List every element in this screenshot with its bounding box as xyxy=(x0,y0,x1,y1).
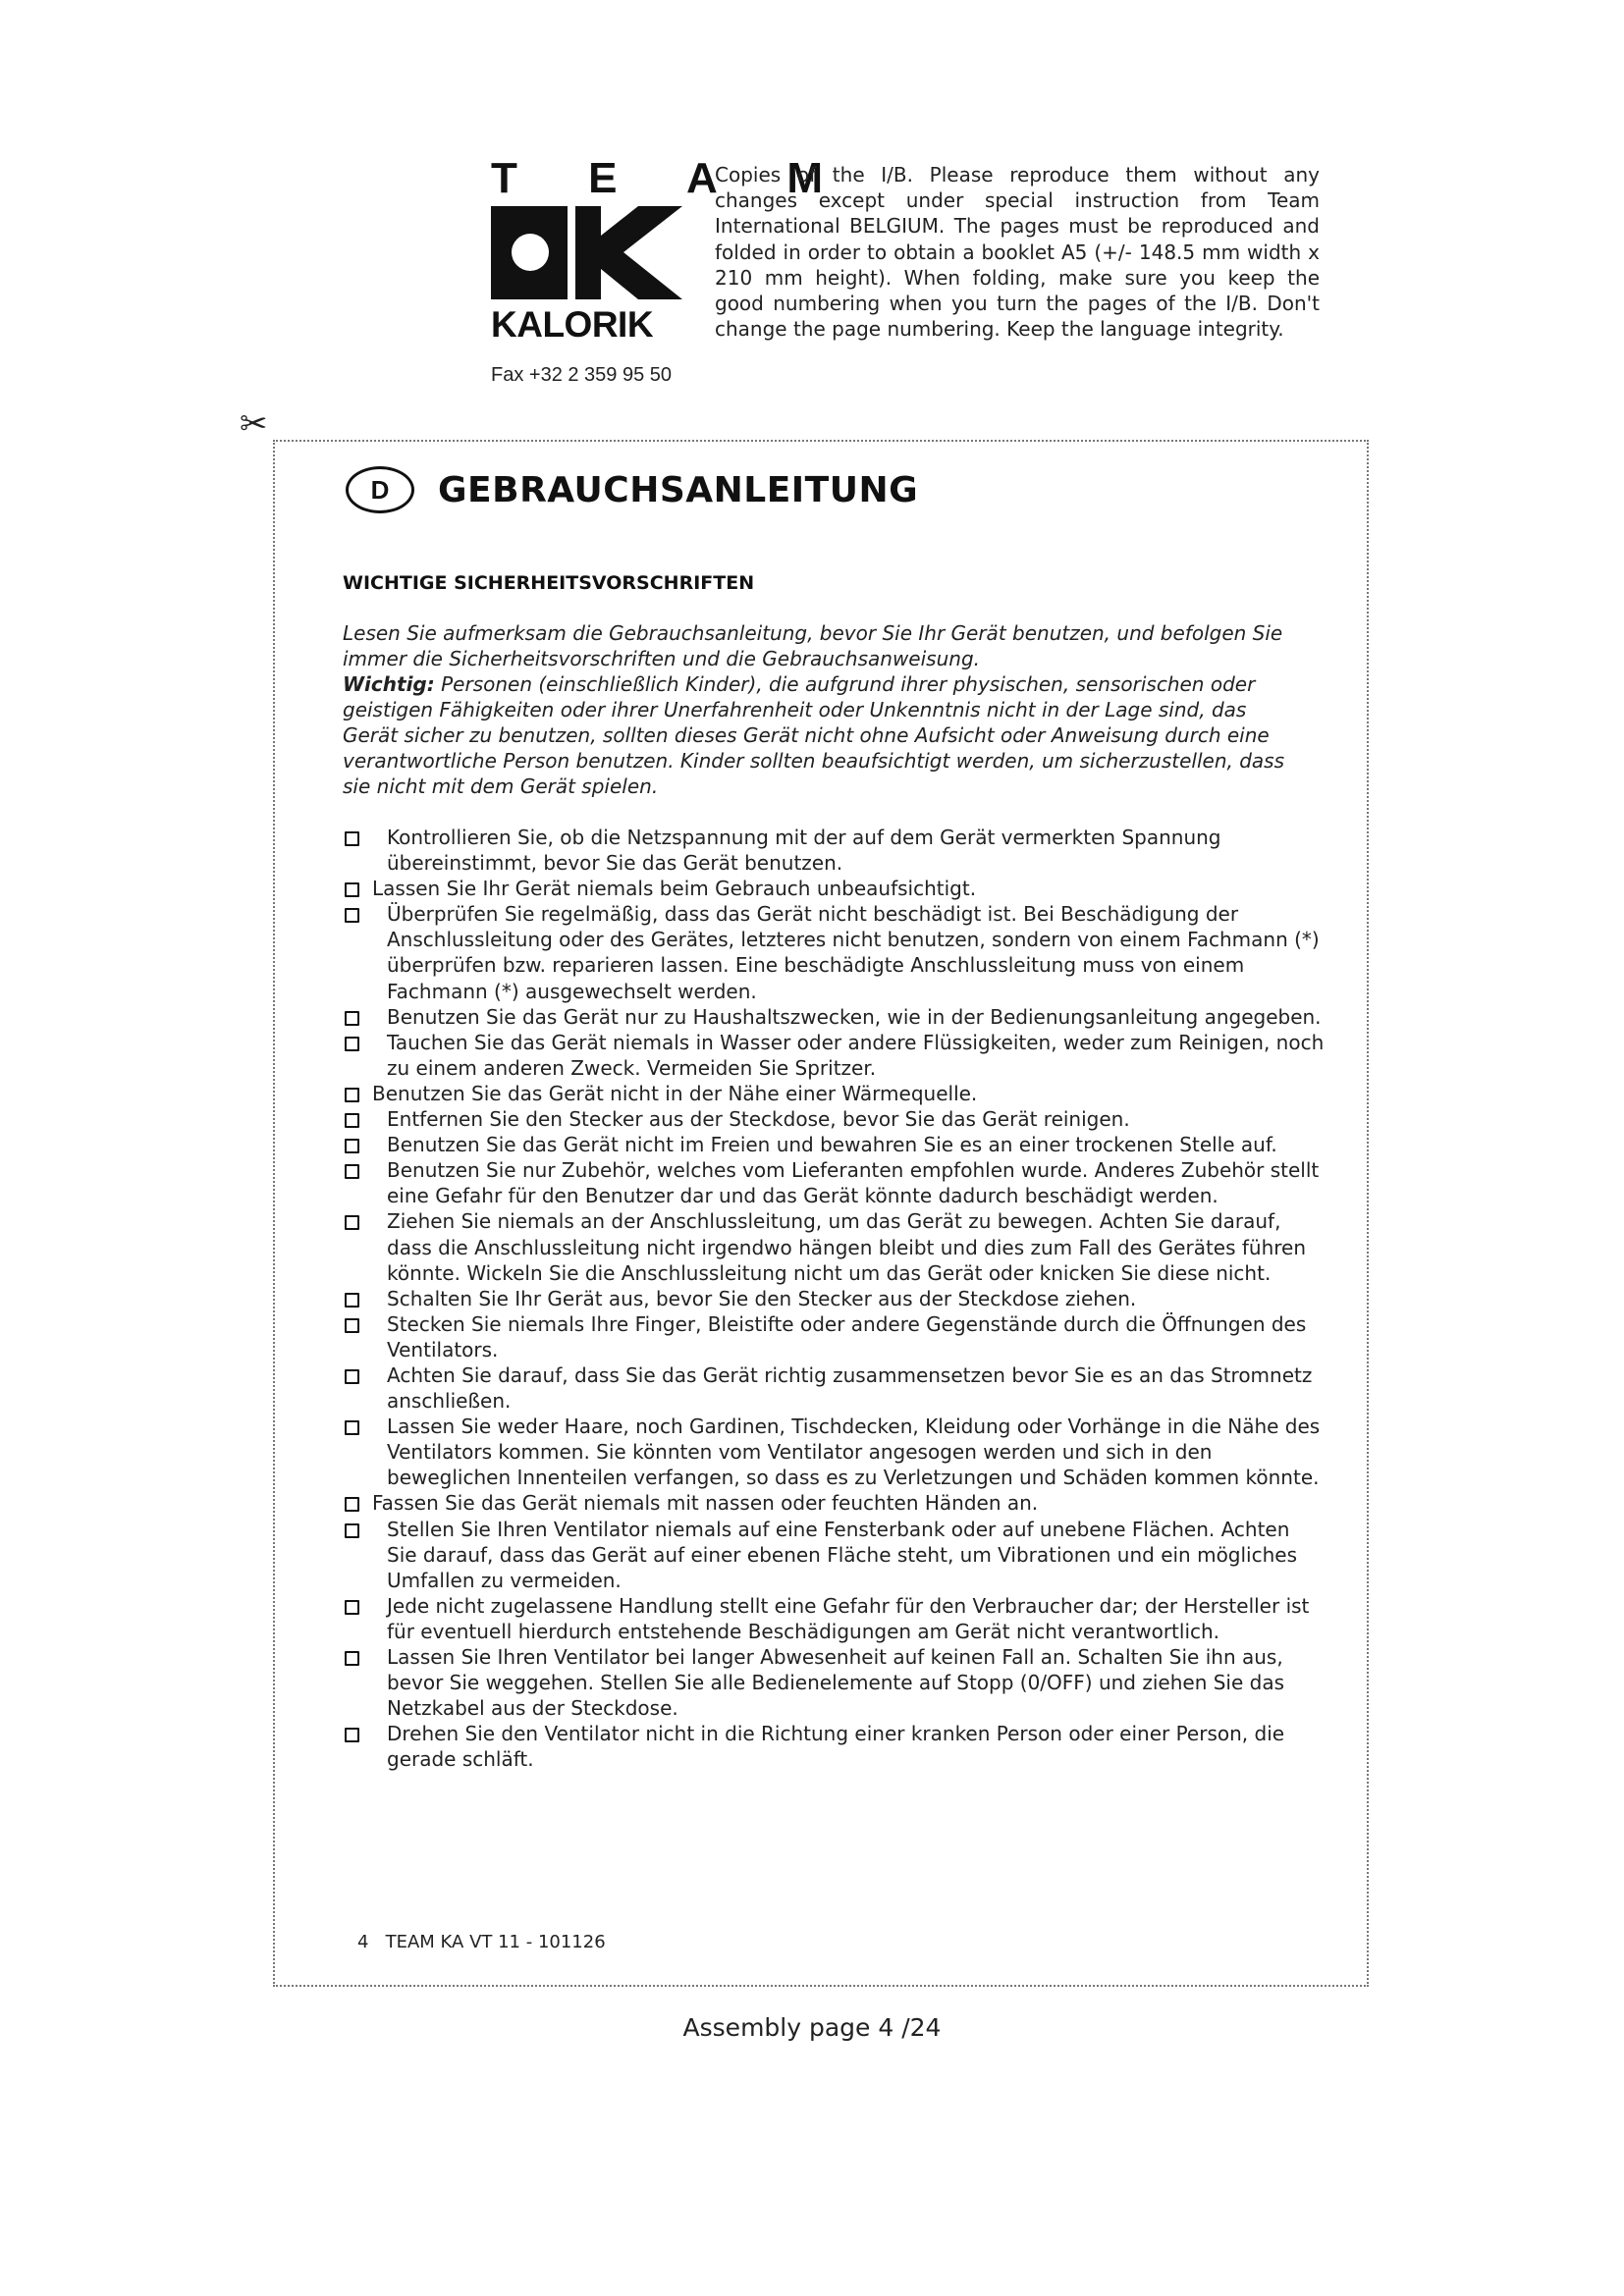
team-kalorik-logo xyxy=(491,154,853,387)
list-item-text: Lassen Sie Ihr Gerät niemals beim Gebrauch unbeaufsichtigt. xyxy=(372,877,977,901)
list-item-text: Benutzen Sie das Gerät nur zu Haushaltszwecken, wie in der Bedienungsanleitung angegeben. xyxy=(387,1004,1322,1029)
list-item xyxy=(343,1030,1325,1081)
list-item-text: Überprüfen Sie regelmäßig, dass das Gerät nicht beschädigt ist. Bei Beschädigung der Anschlussleitung oder des Gerätes, letzteres nicht benutzen, sondern von einem Fachmann (*) überprüfen bzw. reparieren lassen. Eine beschädigte Anschlussleitung muss von einem Fachmann (*) ausgewechselt werden. xyxy=(387,902,1320,1003)
page-title: GEBRAUCHSANLEITUNG xyxy=(438,470,919,510)
checkbox-icon xyxy=(345,1651,359,1666)
list-item-text: Entfernen Sie den Stecker aus der Steckdose, bevor Sie das Gerät reinigen. xyxy=(387,1107,1130,1132)
checkbox-icon xyxy=(345,1113,359,1128)
list-item xyxy=(343,1517,1325,1593)
checkbox-icon xyxy=(345,1420,359,1435)
list-item-text: Lassen Sie Ihren Ventilator bei langer Abwesenheit auf keinen Fall an. Schalten Sie ihn aus, bevor Sie weggehen. Stellen Sie alle Bedienelemente auf Stopp (0/OFF) und ziehen Sie das Netzkabel aus der Steckdose. xyxy=(387,1645,1285,1721)
list-item-text: Benutzen Sie das Gerät nicht im Freien und bewahren Sie es an einer trockenen Stelle auf. xyxy=(387,1133,1277,1157)
list-item xyxy=(343,1081,1325,1106)
list-item xyxy=(343,1311,1325,1362)
list-item xyxy=(343,1414,1325,1490)
checkbox-icon xyxy=(345,1088,359,1102)
intro-line: Lesen Sie aufmerksam die Gebrauchsanleitung, bevor Sie Ihr Gerät benutzen, und befolgen Sie xyxy=(343,621,1283,645)
list-item xyxy=(343,1490,1325,1516)
list-item-text: Lassen Sie weder Haare, noch Gardinen, Tischdecken, Kleidung oder Vorhänge in die Nähe des Ventilators kommen. Sie könnten vom Ventilator angesogen werden und sich in den beweglichen Innenteilen verfangen, so dass es zu Verletzungen und Schäden kommen könnte. xyxy=(387,1415,1321,1490)
list-item-text: Jede nicht zugelassene Handlung stellt eine Gefahr für den Verbraucher dar; der Hersteller ist für eventuell hierdurch entstehende Beschädigungen am Gerät nicht verantwortlich. xyxy=(387,1593,1310,1643)
list-item-text: Kontrollieren Sie, ob die Netzspannung mit der auf dem Gerät vermerkten Spannung übereinstimmt, bevor Sie das Gerät benutzen. xyxy=(387,826,1221,876)
checkbox-icon xyxy=(345,1728,359,1742)
checkbox-icon xyxy=(345,1139,359,1153)
list-item-text: Benutzen Sie nur Zubehör, welches vom Lieferanten empfohlen wurde. Anderes Zubehör stellt eine Gefahr für den Benutzer dar und das Gerät könnte dadurch beschädigt werden. xyxy=(387,1158,1320,1208)
checkbox-icon xyxy=(345,1164,359,1179)
important-text: Personen (einschließlich Kinder), die aufgrund ihrer physischen, sensorischen oder geistigen Fähigkeiten oder ihrer Unerfahrenheit oder Unkenntnis nicht in der Lage sind, das Gerät sicher zu benutzen, sollten dieses Gerät nicht ohne Aufsicht oder Anweisung durch eine verantwortliche Person benutzen. Kinder sollten beaufsichtigt werden, um sicherzustellen, dass sie nicht mit dem Gerät spielen. xyxy=(343,672,1285,798)
intro-text xyxy=(343,620,1305,799)
section-title: WICHTIGE SICHERHEITSVORSCHRIFTEN xyxy=(343,572,755,594)
scissors-icon: ✂ xyxy=(240,404,268,444)
list-item-text: Stellen Sie Ihren Ventilator niemals auf eine Fensterbank oder auf unebene Flächen. Achten Sie darauf, dass das Gerät auf einer ebenen Fläche steht, um Vibrationen und ein mögliches Umfallen zu vermeiden. xyxy=(387,1517,1298,1592)
list-item xyxy=(343,1157,1325,1208)
checkbox-icon xyxy=(345,1293,359,1308)
list-item-text: Achten Sie darauf, dass Sie das Gerät richtig zusammensetzen bevor Sie es an das Stromnetz anschließen. xyxy=(387,1362,1313,1414)
list-item xyxy=(343,1208,1325,1285)
assembly-page-label: Assembly page 4 /24 xyxy=(682,2013,942,2042)
list-item xyxy=(343,1593,1325,1644)
list-item xyxy=(343,1106,1325,1132)
page-footer: 4 TEAM KA VT 11 - 101126 xyxy=(357,1932,606,1952)
checkbox-icon xyxy=(345,831,359,846)
list-item xyxy=(343,1362,1325,1414)
list-item xyxy=(343,1132,1325,1157)
list-item xyxy=(343,1004,1325,1030)
checkbox-icon xyxy=(345,908,359,923)
checkbox-icon xyxy=(345,1037,359,1051)
list-item xyxy=(343,1721,1325,1772)
checkbox-icon xyxy=(345,1318,359,1333)
checkbox-icon xyxy=(345,1600,359,1615)
checkbox-icon xyxy=(345,1215,359,1230)
list-item xyxy=(343,876,1325,901)
important-note xyxy=(343,671,1305,799)
list-item-text: Schalten Sie Ihr Gerät aus, bevor Sie den Stecker aus der Steckdose ziehen. xyxy=(387,1286,1137,1310)
list-item-text: Stecken Sie niemals Ihre Finger, Bleistifte oder andere Gegenstände durch die Öffnungen des Ventilators. xyxy=(387,1311,1307,1362)
list-item-text: Drehen Sie den Ventilator nicht in die Richtung einer kranken Person oder einer Person, die gerade schläft. xyxy=(387,1722,1285,1772)
list-item-text: Fassen Sie das Gerät niemals mit nassen oder feuchten Händen an. xyxy=(372,1491,1039,1516)
list-item-text: Tauchen Sie das Gerät niemals in Wasser oder andere Flüssigkeiten, weder zum Reinigen, noch zu einem anderen Zweck. Vermeiden Sie Spritzer. xyxy=(387,1030,1325,1080)
language-badge: D xyxy=(346,466,414,513)
reproduction-instructions: Copies of the I/B. Please reproduce them without any changes except under special instruction from Team International BELGIUM. The pages must be reproduced and folded in order to obtain a booklet A5 (+/- 148.5 mm width x 210 mm height). When folding, make sure you keep the good numbering when you turn the pages of the I/B. Don't change the page numbering. Keep the language integrity. xyxy=(715,163,1320,342)
list-item xyxy=(343,825,1325,876)
list-item xyxy=(343,901,1325,1003)
list-item-text: Benutzen Sie das Gerät nicht in der Nähe einer Wärmequelle. xyxy=(372,1081,978,1105)
checkbox-icon xyxy=(345,1497,359,1512)
checkbox-icon xyxy=(345,882,359,897)
kalorik-k-mark-icon xyxy=(491,206,682,299)
list-item xyxy=(343,1286,1325,1311)
checkbox-icon xyxy=(345,1011,359,1026)
fax-number: Fax +32 2 359 95 50 xyxy=(491,364,673,386)
checkbox-icon xyxy=(345,1369,359,1384)
checkbox-icon xyxy=(345,1523,359,1538)
list-item xyxy=(343,1644,1325,1721)
safety-list xyxy=(343,825,1325,1772)
important-label: Wichtig: xyxy=(343,672,435,696)
intro-line: immer die Sicherheitsvorschriften und die Gebrauchsanweisung. xyxy=(343,647,980,670)
list-item-text: Ziehen Sie niemals an der Anschlussleitung, um das Gerät zu bewegen. Achten Sie darauf, dass die Anschlussleitung nicht irgendwo hängen bleibt und dies zum Fall des Gerätes führen könnte. Wickeln Sie die Anschlussleitung nicht um das Gerät oder knicken Sie diese nicht. xyxy=(387,1209,1307,1285)
logo-kalorik-text: KALORIK xyxy=(491,304,654,345)
logo-team-text: T E A M xyxy=(491,154,853,202)
